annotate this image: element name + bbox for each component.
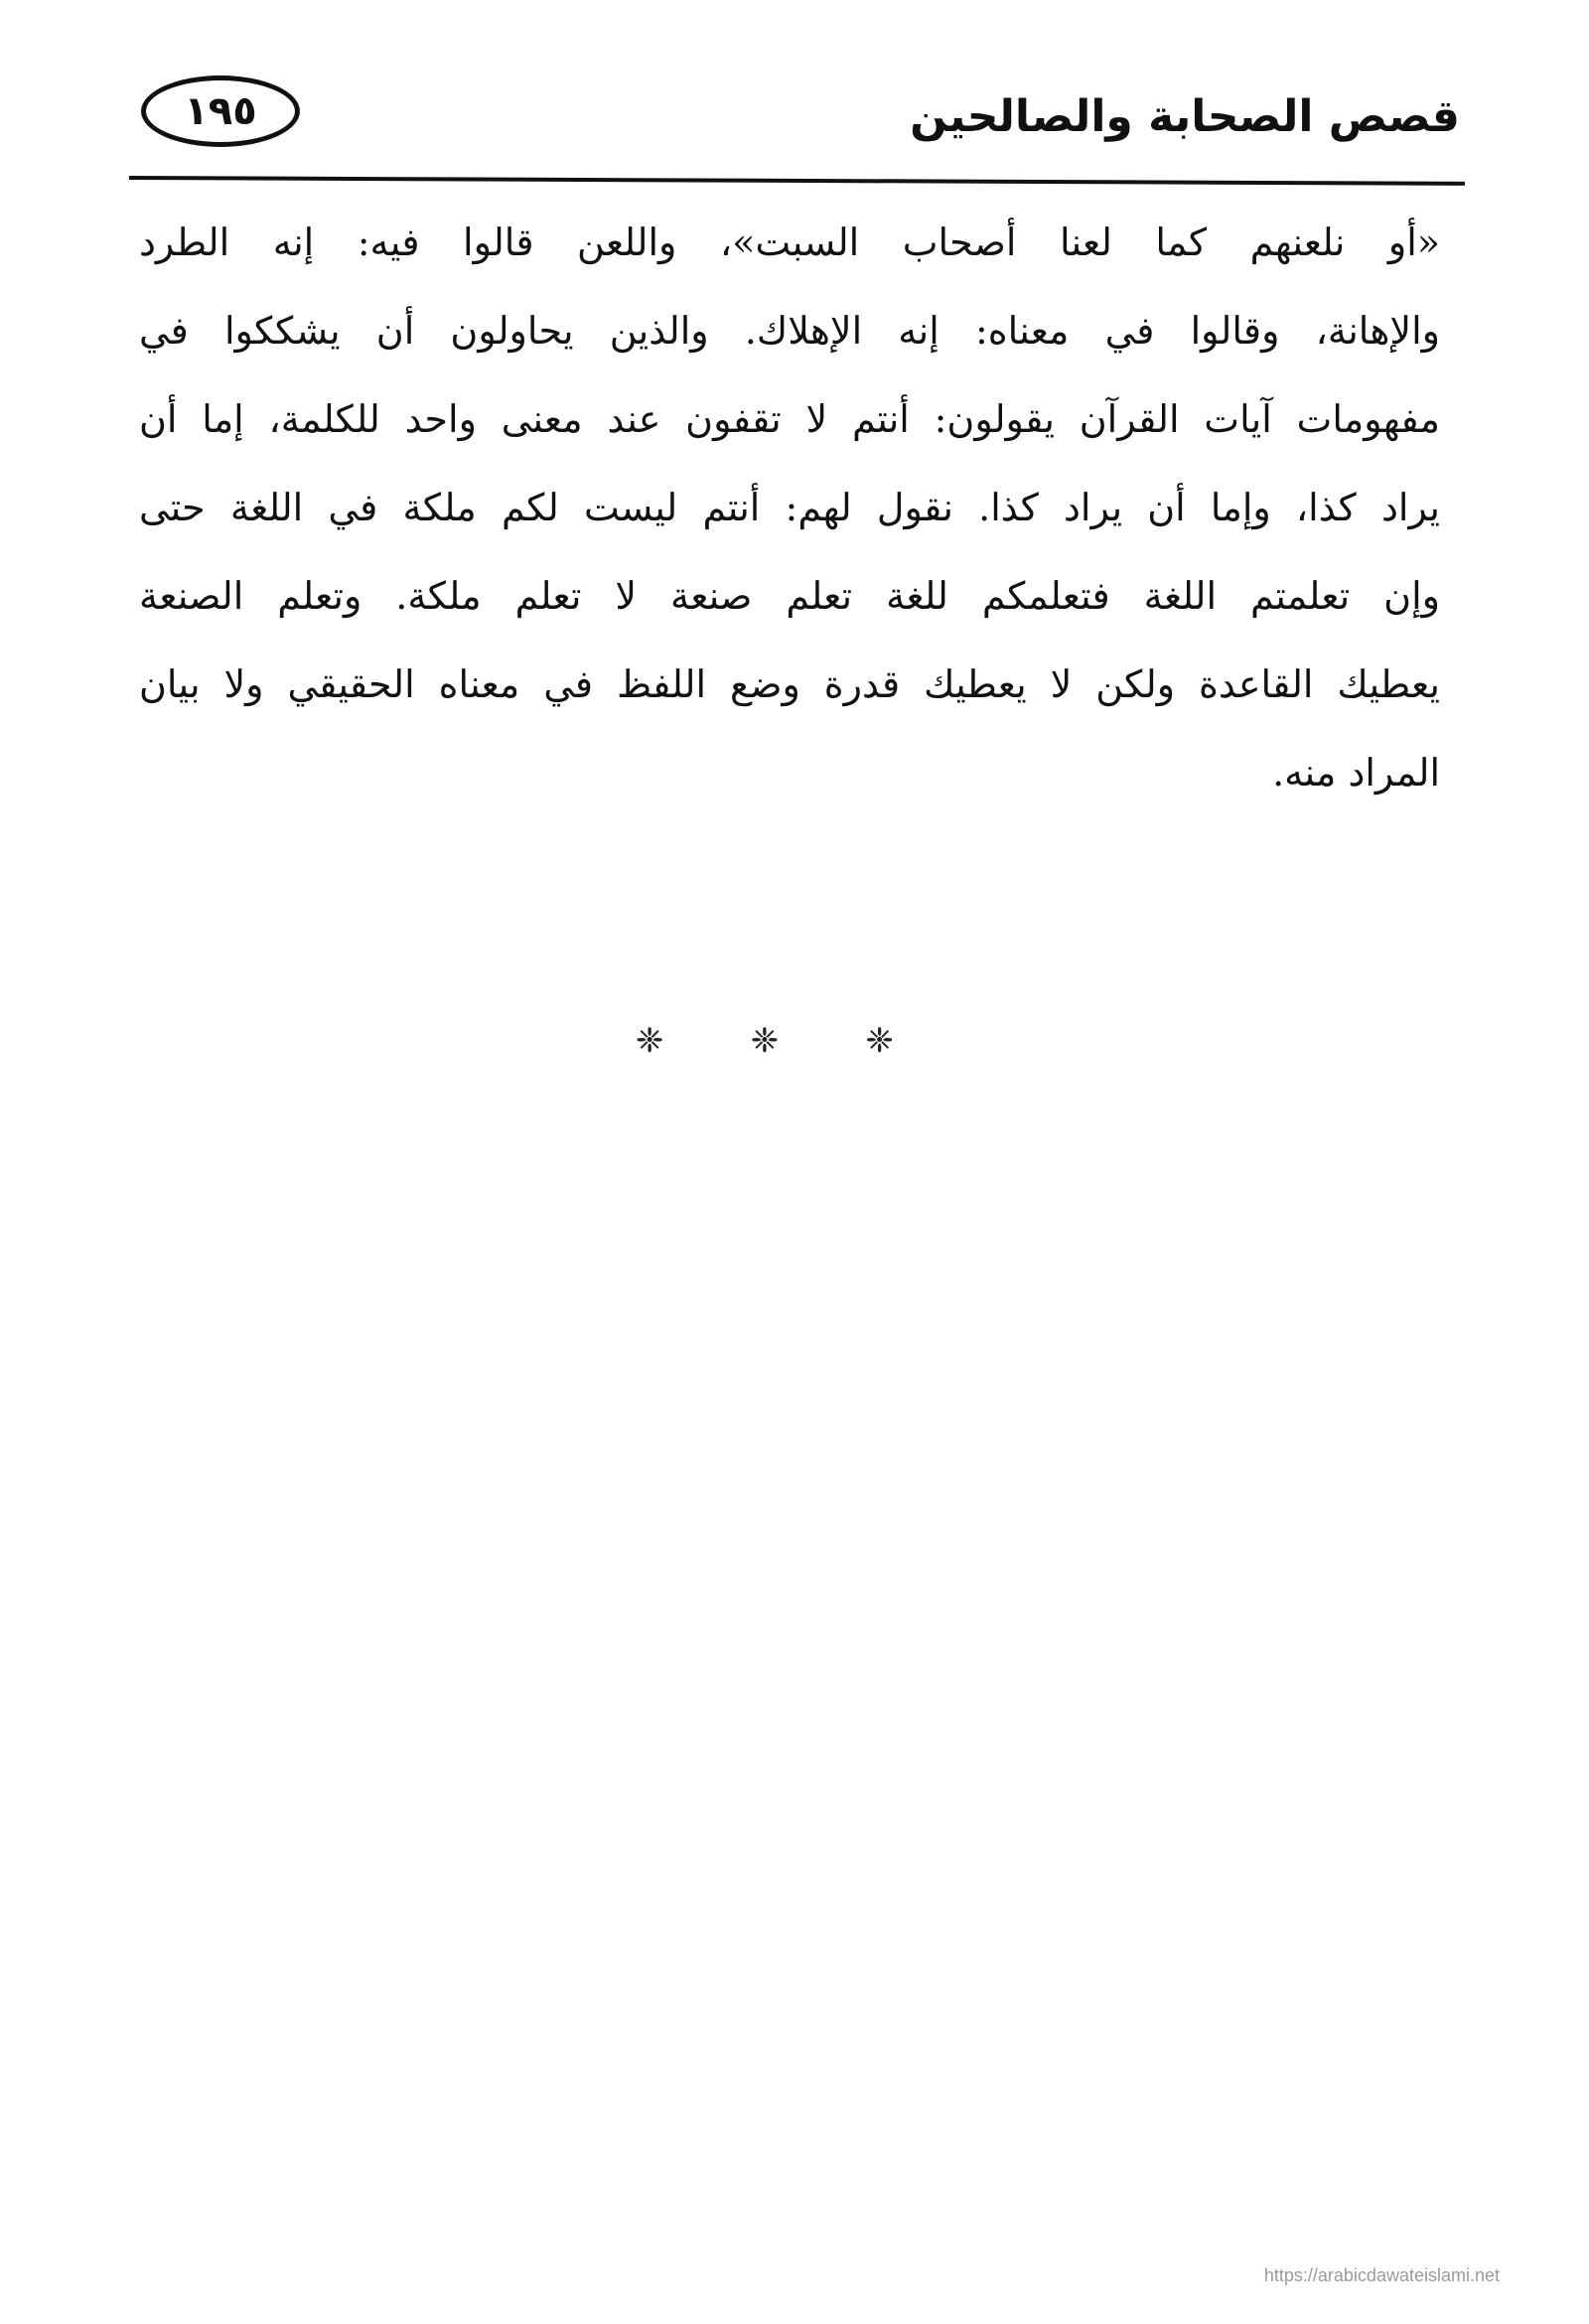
watermark-url: https://arabicdawateislami.net xyxy=(1263,2265,1500,2285)
text-line: وإن تعلمتم اللغة فتعلمكم للغة تعلم صنعة لا تعلم ملكة. وتعلم الصنعة xyxy=(139,574,1440,618)
running-title: قصص الصحابة والصالحين xyxy=(910,91,1460,142)
text-line: المراد منه. xyxy=(1272,751,1440,795)
text-line: والإهانة، وقالوا في معناه: إنه الإهلاك. والذين يحاولون أن يشككوا في xyxy=(139,309,1440,353)
asterism-icon: ❈ xyxy=(865,1021,894,1061)
asterism-icon: ❈ xyxy=(636,1021,664,1061)
page-header xyxy=(129,70,1460,189)
text-line: مفهومات آيات القرآن يقولون: أنتم لا تقفون عند معنى واحد للكلمة، إما أن xyxy=(139,397,1440,441)
section-separator xyxy=(636,1021,894,1061)
text-line: «أو نلعنهم كما لعنا أصحاب السبت»، واللعن قالوا فيه: إنه الطرد xyxy=(139,220,1440,264)
text-line: يعطيك القاعدة ولكن لا يعطيك قدرة وضع اللفظ في معناه الحقيقي ولا بيان xyxy=(139,662,1440,706)
page-number: ١٩٥ xyxy=(141,75,300,147)
body-text xyxy=(139,199,1440,817)
asterism-icon: ❈ xyxy=(750,1021,780,1061)
text-line: يراد كذا، وإما أن يراد كذا. نقول لهم: أنتم ليست لكم ملكة في اللغة حتى xyxy=(139,486,1440,529)
